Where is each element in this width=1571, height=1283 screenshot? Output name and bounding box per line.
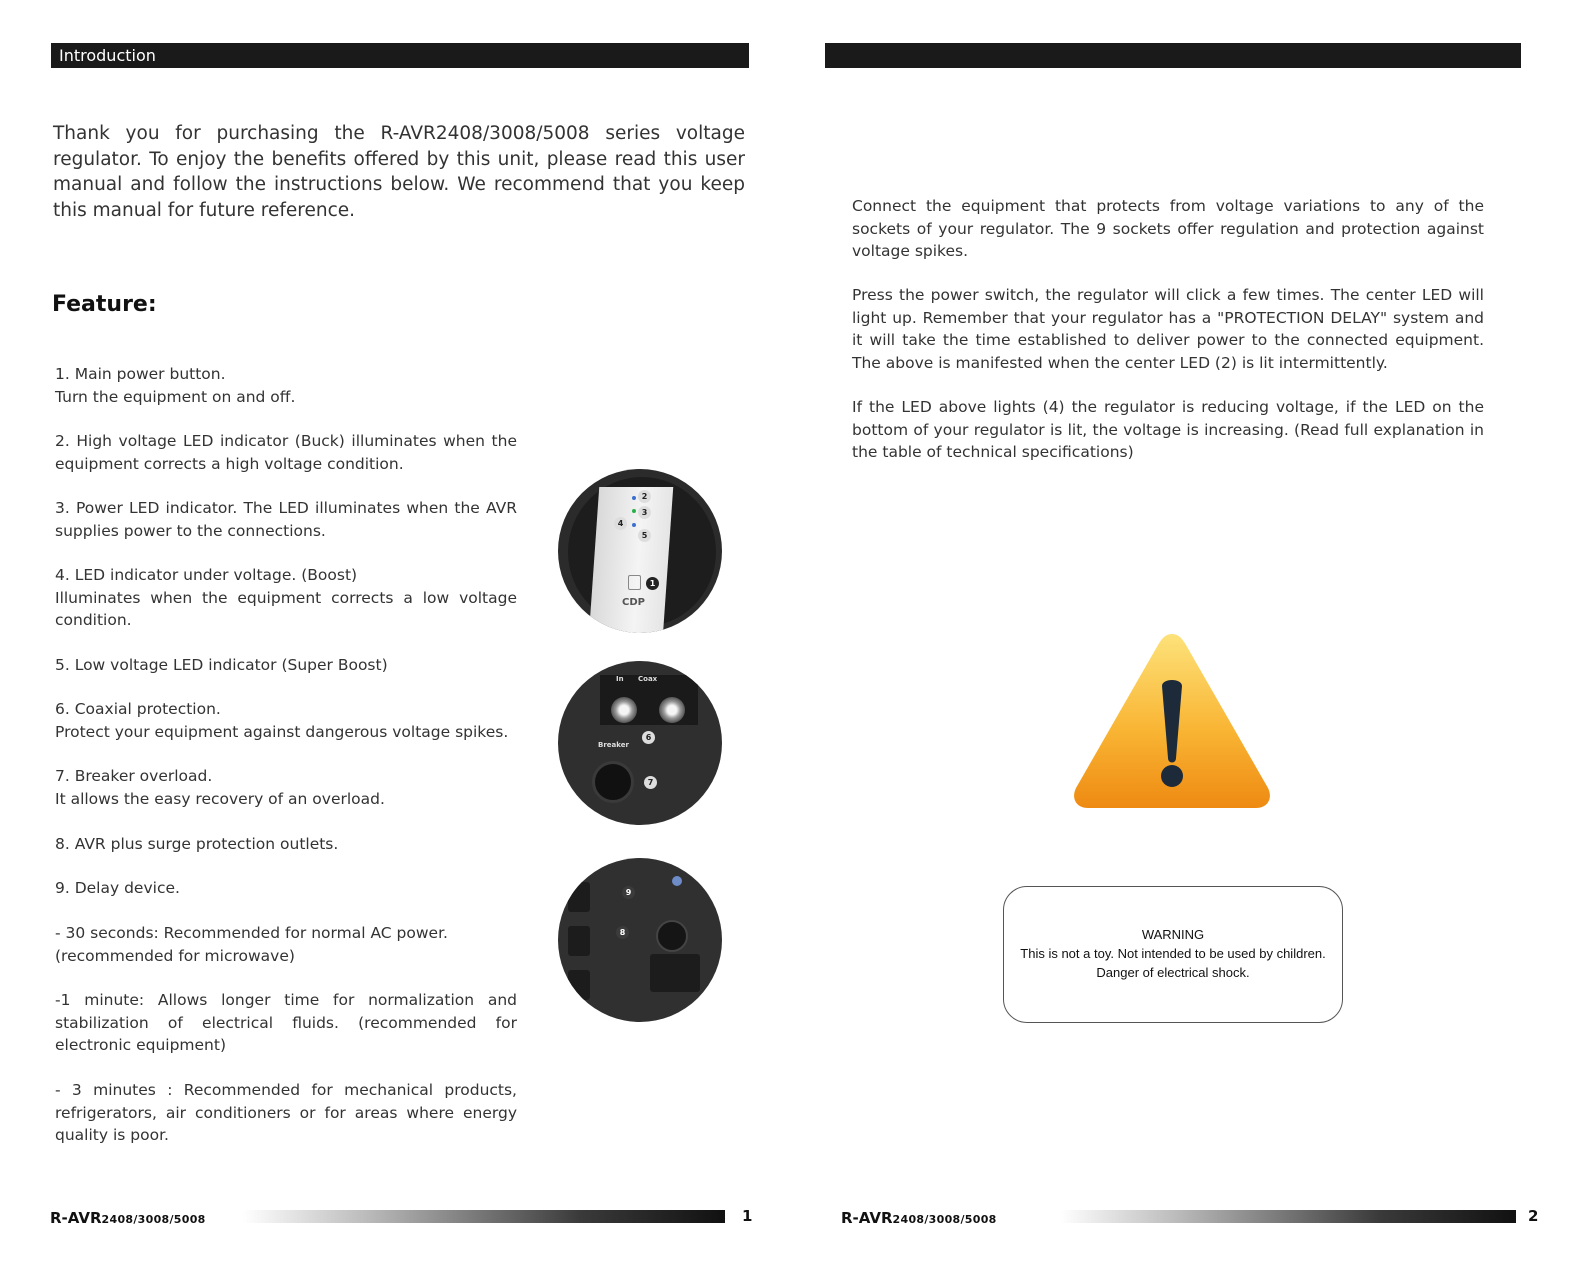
label-coax: Coax <box>638 675 658 683</box>
led-paragraph: If the LED above lights (4) the regulator is reducing voltage, if the LED on the bottom of your regulator is lit, the voltage is increasing. (Read full explanation in the table of technical specifications) <box>852 398 1484 461</box>
feature-heading: Feature: <box>52 292 157 317</box>
callout-6: 6 <box>642 731 655 744</box>
warning-line-1: This is not a toy. Not intended to be used by children. <box>1020 946 1326 961</box>
section-header: Introduction <box>51 43 749 68</box>
led-blue-icon <box>632 496 636 500</box>
footer-gradient-bar <box>243 1210 725 1223</box>
delay-option-1min: -1 minute: Allows longer time for normalization and stabilization of electrical fluids. (recommended for electronic equipment) <box>55 991 517 1054</box>
callout-9: 9 <box>622 886 635 899</box>
feature-item-7: 7. Breaker overload. It allows the easy recovery of an overload. <box>55 767 385 808</box>
led-blue-icon <box>632 523 636 527</box>
outlets-photo <box>558 858 722 1022</box>
intro-paragraph: Thank you for purchasing the R-AVR2408/3008/5008 series voltage regulator. To enjoy the benefits offered by this unit, please read this user manual and follow the instructions below. We recommend that you keep this manual for future reference. <box>53 123 745 221</box>
outlet-icon <box>568 926 590 956</box>
feature-item-6: 6. Coaxial protection. Protect your equipment against dangerous voltage spikes. <box>55 700 509 741</box>
manual-page-2 <box>785 0 1571 1283</box>
feature-item-3: 3. Power LED indicator. The LED illuminates when the AVR supplies power to the connections. <box>55 499 517 540</box>
footer-brand-name: R-AVR <box>50 1209 102 1227</box>
power-button-icon <box>628 575 641 590</box>
footer-brand <box>841 1209 997 1227</box>
outlet-icon <box>568 970 590 1000</box>
page-number: 2 <box>1528 1207 1539 1225</box>
label-breaker: Breaker <box>598 741 629 749</box>
callout-4: 4 <box>614 517 627 530</box>
indicator-icon <box>672 876 682 886</box>
footer-brand-name: R-AVR <box>841 1209 893 1227</box>
outlet-icon <box>650 954 700 992</box>
callout-7: 7 <box>644 776 657 789</box>
front-panel-photo <box>558 469 722 633</box>
callout-1: 1 <box>646 577 659 590</box>
label-in: In <box>616 675 624 683</box>
page-number: 1 <box>742 1207 753 1225</box>
warning-title: WARNING <box>1141 927 1205 942</box>
delay-option-3min: - 3 minutes : Recommended for mechanical products, refrigerators, air conditioners or for areas where energy quality is poor. <box>55 1081 517 1144</box>
feature-item-8: 8. AVR plus surge protection outlets. <box>55 835 339 853</box>
feature-item-9: 9. Delay device. <box>55 879 180 897</box>
brand-logo: CDP <box>622 597 645 608</box>
callout-2: 2 <box>638 490 651 503</box>
feature-item-5: 5. Low voltage LED indicator (Super Boost) <box>55 656 388 674</box>
feature-item-1: 1. Main power button. Turn the equipment on and off. <box>55 365 296 406</box>
panel-face <box>589 487 673 633</box>
footer-brand <box>50 1209 206 1227</box>
coax-out-connector-icon <box>659 697 685 723</box>
callout-8: 8 <box>616 926 629 939</box>
footer-model: 2408/3008/5008 <box>101 1213 206 1226</box>
section-header <box>825 43 1521 68</box>
connect-paragraph: Connect the equipment that protects from voltage variations to any of the sockets of your regulator. The 9 sockets offer regulation and protection against voltage spikes. <box>852 197 1484 260</box>
coax-in-connector-icon <box>611 697 637 723</box>
manual-page-1 <box>0 0 785 1283</box>
warning-box <box>1003 886 1343 1023</box>
warning-triangle-icon <box>1070 628 1274 812</box>
delay-option-30s: - 30 seconds: Recommended for normal AC power. (recommended for microwave) <box>55 924 448 965</box>
footer-model: 2408/3008/5008 <box>892 1213 997 1226</box>
delay-switch-icon <box>656 920 688 952</box>
coax-breaker-photo <box>558 661 722 825</box>
feature-item-2: 2. High voltage LED indicator (Buck) illuminates when the equipment corrects a high voltage condition. <box>55 432 517 473</box>
led-green-icon <box>632 509 636 513</box>
callout-3: 3 <box>638 506 651 519</box>
outlet-icon <box>568 882 590 912</box>
footer-gradient-bar <box>1060 1210 1516 1223</box>
callout-5: 5 <box>638 529 651 542</box>
warning-line-2: Danger of electrical shock. <box>1096 965 1250 980</box>
feature-item-4: 4. LED indicator under voltage. (Boost) Illuminates when the equipment corrects a low voltage condition. <box>55 566 517 629</box>
breaker-icon <box>592 761 634 803</box>
power-switch-paragraph: Press the power switch, the regulator will click a few times. The center LED will light up. Remember that your regulator has a "PROTECTION DELAY" system and it will take the time established to deliver power to the connected equipment. The above is manifested when the center LED (2) is lit intermittently. <box>852 286 1484 372</box>
